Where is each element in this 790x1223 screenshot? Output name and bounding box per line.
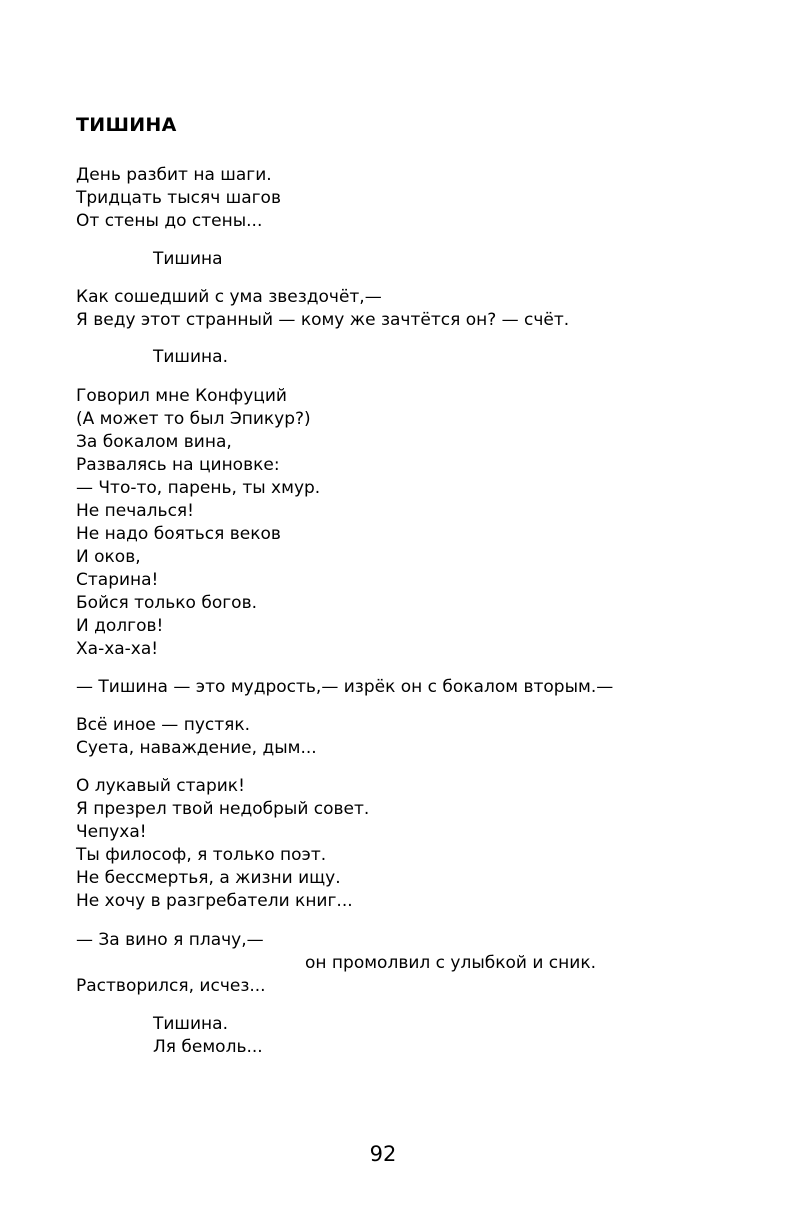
poem-line: Старина! [76,570,159,590]
poem-line: Чепуха! [76,822,147,842]
poem-line: И оков, [76,547,141,567]
poem-refrain: Тишина. [153,347,228,367]
poem-line: — За вино я плачу,— [76,930,264,950]
poem-line: И долгов! [76,616,164,636]
page-number: 92 [369,1142,397,1166]
poem-line: — Что-то, парень, ты хмур. [76,478,321,498]
poem-line: — Тишина — это мудрость,— изрёк он с бокалом вторым.— [76,677,614,697]
poem-line: От стены до стены... [76,211,263,231]
poem-line: День разбит на шаги. [76,165,272,185]
poem-line: Говорил мне Конфуций [76,386,287,406]
poem-line: Не печалься! [76,501,194,521]
poem-line: Развалясь на циновке: [76,455,280,475]
poem-line: Я веду этот странный — кому же зачтётся он? — счёт. [76,310,570,330]
poem-refrain: Тишина. [153,1014,228,1034]
poem-title: ТИШИНА [76,114,177,136]
poem-refrain: Тишина [153,249,223,269]
poem-line: За бокалом вина, [76,432,232,452]
poem-line: Тридцать тысяч шагов [76,188,281,208]
poem-line: Бойся только богов. [76,593,257,613]
poem-line: Не надо бояться веков [76,524,281,544]
poem-line: (А может то был Эпикур?) [76,409,311,429]
poem-line: Растворился, исчез... [76,976,266,996]
poem-line: Суета, наваждение, дым... [76,738,317,758]
poem-line: О лукавый старик! [76,776,245,796]
poem-line: Не бессмертья, а жизни ищу. [76,868,341,888]
poem-line: Всё иное — пустяк. [76,715,251,735]
poem-line: Ха-ха-ха! [76,639,159,659]
poem-line: Ты философ, я только поэт. [76,845,327,865]
poem-line: Я презрел твой недобрый совет. [76,799,370,819]
poem-line: Не хочу в разгребатели книг... [76,891,353,911]
poem-line: Как сошедший с ума звездочёт,— [76,287,382,307]
poem-line-indented: он промолвил с улыбкой и сник. [305,953,596,973]
poem-refrain: Ля бемоль... [153,1037,263,1057]
